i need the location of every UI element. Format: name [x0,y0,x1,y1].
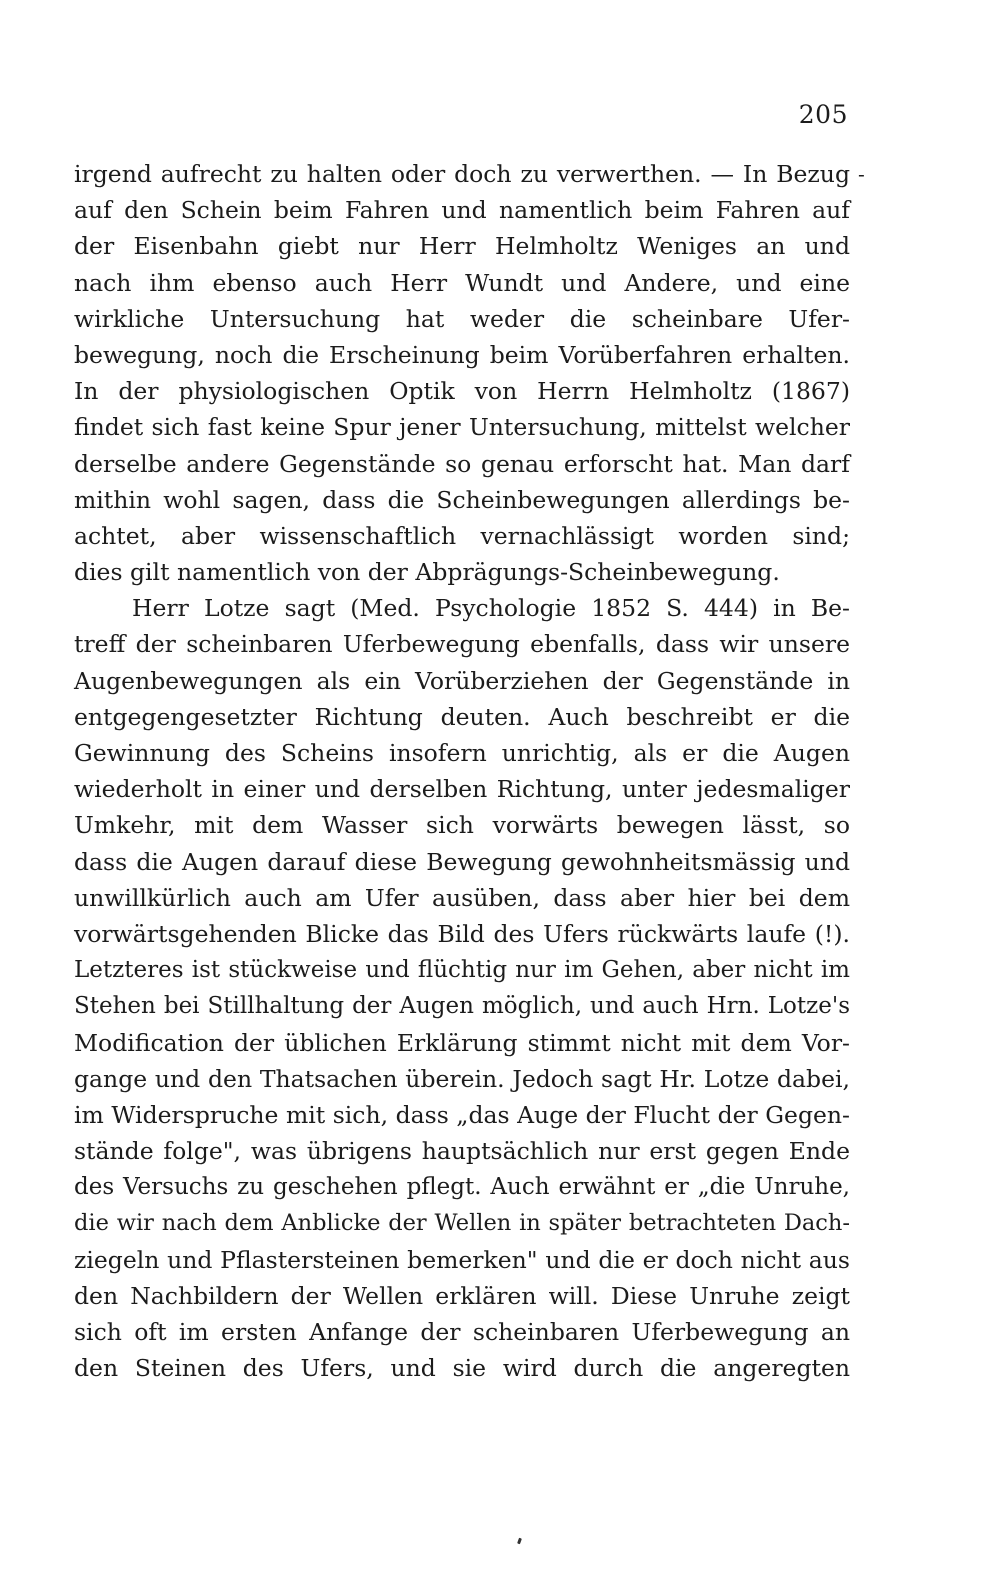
text-line: wiederholt in einer und derselben Richtung, unter jedesmaliger [74,775,850,804]
text-line: bewegung, noch die Erscheinung beim Vorüberfahren erhalten. [74,340,850,369]
text-line: entgegengesetzter Richtung deuten. Auch beschreibt er die [74,702,850,731]
text-line: gange und den Thatsachen überein. Jedoch sagt Hr. Lotze dabei, [74,1064,850,1093]
text-line: vorwärtsgehenden Blicke das Bild des Ufers rückwärts laufe (!). [74,919,850,948]
text-line: nach ihm ebenso auch Herr Wundt und Andere, und eine [74,268,850,297]
text-line: dass die Augen darauf diese Bewegung gewohnheitsmässig und [74,847,850,876]
margin-mark: - [858,162,865,186]
text-line: findet sich fast keine Spur jener Untersuchung, mittelst welcher [74,413,850,442]
text-line: achtet, aber wissenschaftlich vernachlässigt worden sind; [74,521,850,550]
body-text [74,156,850,1386]
text-line: stände folge", was übrigens hauptsächlich nur erst gegen Ende [74,1137,850,1166]
text-line: Letzteres ist stückweise und flüchtig nur im Gehen, aber nicht im [74,957,850,984]
paper-speck [517,1538,522,1545]
text-line: Modification der üblichen Erklärung stimmt nicht mit dem Vor- [74,1028,850,1057]
text-line: auf den Schein beim Fahren und namentlich beim Fahren auf [74,196,850,225]
text-line: sich oft im ersten Anfange der scheinbaren Uferbewegung an [74,1318,850,1346]
text-line: dies gilt namentlich von der Abprägungs-Scheinbewegung. [74,558,780,587]
text-line: treff der scheinbaren Uferbewegung ebenfalls, dass wir unsere [74,630,850,659]
text-line: derselbe andere Gegenstände so genau erforscht hat. Man darf [74,449,850,478]
text-line: im Widerspruche mit sich, dass „das Auge der Flucht der Gegen- [74,1100,850,1129]
text-line: der Eisenbahn giebt nur Herr Helmholtz Weniges an und [74,232,850,261]
text-line: In der physiologischen Optik von Herrn Helmholtz (1867) [74,377,850,406]
text-line: wirkliche Untersuchung hat weder die scheinbare Ufer- [74,304,850,333]
text-line: Augenbewegungen als ein Vorüberziehen der Gegenstände in [74,666,850,695]
text-line: irgend aufrecht zu halten oder doch zu verwerthen. — In Bezug [74,160,850,188]
text-line: des Versuchs zu geschehen pflegt. Auch erwähnt er „die Unruhe, [74,1174,850,1201]
text-line: mithin wohl sagen, dass die Scheinbewegungen allerdings be- [74,485,850,514]
text-line: Stehen bei Stillhaltung der Augen möglich, und auch Hrn. Lotze's [74,993,850,1020]
text-line: den Steinen des Ufers, und sie wird durch die angeregten [74,1354,850,1383]
text-line: unwillkürlich auch am Ufer ausüben, dass aber hier bei dem [74,883,850,912]
text-line: Herr Lotze sagt (Med. Psychologie 1852 S. 444) in Be- [132,594,850,623]
text-line: ziegeln und Pflastersteinen bemerken" und die er doch nicht aus [74,1245,850,1274]
page-number: 205 [798,100,848,129]
text-line: den Nachbildern der Wellen erklären will. Diese Unruhe zeigt [74,1281,850,1310]
text-line: die wir nach dem Anblicke der Wellen in später betrachteten Dach- [74,1210,850,1237]
text-line: Gewinnung des Scheins insofern unrichtig, als er die Augen [74,739,850,767]
text-line: Umkehr, mit dem Wasser sich vorwärts bewegen lässt, so [74,811,850,840]
